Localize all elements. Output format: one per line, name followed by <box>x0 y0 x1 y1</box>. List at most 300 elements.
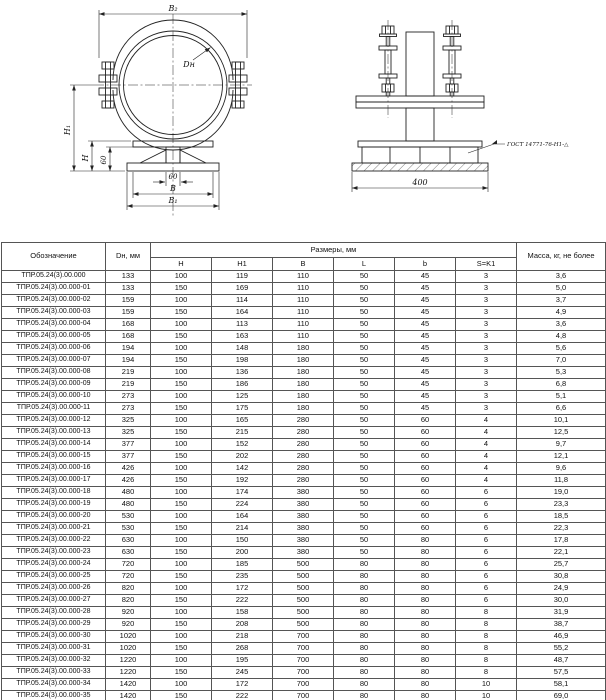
cell-designation: ТПР.05.24(3).00.000-11 <box>2 403 106 415</box>
cell-value: 100 <box>151 439 212 451</box>
cell-value: 180 <box>273 343 334 355</box>
cell-value: 1020 <box>106 631 151 643</box>
cell-value: 163 <box>212 331 273 343</box>
cell-value: 198 <box>212 355 273 367</box>
cell-value: 185 <box>212 559 273 571</box>
cell-value: 164 <box>212 307 273 319</box>
cell-value: 6 <box>456 559 517 571</box>
cell-value: 50 <box>334 463 395 475</box>
cell-value: 6 <box>456 547 517 559</box>
cell-value: 6 <box>456 583 517 595</box>
cell-value: 720 <box>106 559 151 571</box>
cell-value: 50 <box>334 547 395 559</box>
cell-value: 100 <box>151 631 212 643</box>
cell-value: 19,0 <box>517 487 606 499</box>
cell-value: 500 <box>273 607 334 619</box>
table-row <box>2 499 606 511</box>
cell-designation: ТПР.05.24(3).00.000-03 <box>2 307 106 319</box>
spec-table <box>1 242 606 700</box>
table-row <box>2 619 606 631</box>
label-400: 400 <box>412 178 428 187</box>
cell-value: 50 <box>334 379 395 391</box>
cell-value: 133 <box>106 283 151 295</box>
label-h: H <box>81 154 90 162</box>
cell-value: 50 <box>334 439 395 451</box>
cell-value: 80 <box>395 631 456 643</box>
stand-side <box>352 141 488 171</box>
cell-value: 150 <box>151 691 212 700</box>
cell-value: 80 <box>395 643 456 655</box>
table-row <box>2 307 606 319</box>
cell-value: 58,1 <box>517 679 606 691</box>
cell-value: 480 <box>106 487 151 499</box>
cell-value: 530 <box>106 511 151 523</box>
front-view <box>70 10 252 218</box>
cell-value: 17,8 <box>517 535 606 547</box>
cell-value: 22,3 <box>517 523 606 535</box>
cell-value: 500 <box>273 559 334 571</box>
cell-value: 630 <box>106 535 151 547</box>
cell-designation: ТПР.05.24(3).00.000-07 <box>2 355 106 367</box>
table-row <box>2 523 606 535</box>
cell-value: 174 <box>212 487 273 499</box>
cell-designation: ТПР.05.24(3).00.000-20 <box>2 511 106 523</box>
table-row <box>2 691 606 700</box>
label-60-vertical: 60 <box>100 155 108 165</box>
cell-value: 500 <box>273 595 334 607</box>
cell-designation: ТПР.05.24(3).00.000-28 <box>2 607 106 619</box>
cell-value: 50 <box>334 367 395 379</box>
cell-value: 80 <box>334 679 395 691</box>
cell-value: 119 <box>212 271 273 283</box>
cell-value: 820 <box>106 595 151 607</box>
cell-value: 50 <box>334 391 395 403</box>
cell-value: 280 <box>273 439 334 451</box>
cell-value: 100 <box>151 679 212 691</box>
cell-value: 3 <box>456 331 517 343</box>
clamp-strap-side <box>406 32 434 141</box>
cell-value: 148 <box>212 343 273 355</box>
cell-value: 110 <box>273 331 334 343</box>
cell-value: 25,7 <box>517 559 606 571</box>
cell-value: 219 <box>106 379 151 391</box>
table-row <box>2 583 606 595</box>
cell-value: 700 <box>273 667 334 679</box>
cell-value: 110 <box>273 271 334 283</box>
cell-value: 50 <box>334 403 395 415</box>
cell-value: 50 <box>334 295 395 307</box>
cell-value: 23,3 <box>517 499 606 511</box>
cell-value: 4 <box>456 463 517 475</box>
cell-value: 202 <box>212 451 273 463</box>
cell-value: 10 <box>456 679 517 691</box>
cell-value: 50 <box>334 331 395 343</box>
cell-designation: ТПР.05.24(3).00.000-18 <box>2 487 106 499</box>
cell-value: 80 <box>395 607 456 619</box>
cell-value: 9,7 <box>517 439 606 451</box>
cell-value: 100 <box>151 271 212 283</box>
cell-value: 3 <box>456 319 517 331</box>
cell-value: 55,2 <box>517 643 606 655</box>
cell-value: 150 <box>151 643 212 655</box>
label-dn: Dн <box>183 60 195 69</box>
cell-value: 3 <box>456 355 517 367</box>
cell-value: 60 <box>395 499 456 511</box>
cell-value: 3 <box>456 295 517 307</box>
table-row <box>2 607 606 619</box>
cell-value: 3 <box>456 283 517 295</box>
table-row <box>2 283 606 295</box>
cell-value: 164 <box>212 511 273 523</box>
cell-value: 80 <box>334 667 395 679</box>
cell-value: 150 <box>151 595 212 607</box>
cell-designation: ТПР.05.24(3).00.000-34 <box>2 679 106 691</box>
cell-designation: ТПР.05.24(3).00.000-24 <box>2 559 106 571</box>
cell-value: 8 <box>456 631 517 643</box>
cell-value: 80 <box>395 571 456 583</box>
cell-value: 9,6 <box>517 463 606 475</box>
cell-value: 100 <box>151 607 212 619</box>
cell-value: 180 <box>273 355 334 367</box>
cell-value: 12,5 <box>517 427 606 439</box>
header-size-b: B <box>273 258 334 271</box>
cell-value: 4 <box>456 475 517 487</box>
spec-table-header <box>2 243 606 271</box>
cell-value: 215 <box>212 427 273 439</box>
cell-value: 100 <box>151 343 212 355</box>
cell-value: 50 <box>334 355 395 367</box>
cell-value: 100 <box>151 295 212 307</box>
cell-value: 194 <box>106 343 151 355</box>
cell-designation: ТПР.05.24(3).00.000-16 <box>2 463 106 475</box>
cell-value: 920 <box>106 619 151 631</box>
cell-value: 245 <box>212 667 273 679</box>
cell-value: 194 <box>106 355 151 367</box>
table-row <box>2 295 606 307</box>
cell-value: 3,7 <box>517 295 606 307</box>
cell-value: 80 <box>395 595 456 607</box>
cell-value: 6 <box>456 595 517 607</box>
cell-value: 1020 <box>106 643 151 655</box>
table-row <box>2 595 606 607</box>
cell-value: 50 <box>334 415 395 427</box>
cell-value: 50 <box>334 427 395 439</box>
cell-value: 100 <box>151 511 212 523</box>
header-size-h: H <box>151 258 212 271</box>
table-row <box>2 487 606 499</box>
cell-value: 80 <box>334 559 395 571</box>
cell-value: 150 <box>151 331 212 343</box>
table-row <box>2 559 606 571</box>
cell-value: 6,6 <box>517 403 606 415</box>
cell-designation: ТПР.05.24(3).00.000-15 <box>2 451 106 463</box>
cell-designation: ТПР.05.24(3).00.000-32 <box>2 655 106 667</box>
cell-value: 3 <box>456 403 517 415</box>
cell-value: 150 <box>151 451 212 463</box>
cell-value: 169 <box>212 283 273 295</box>
cell-value: 110 <box>273 295 334 307</box>
cell-value: 150 <box>151 499 212 511</box>
cell-value: 80 <box>395 583 456 595</box>
side-view <box>352 20 505 192</box>
cell-value: 6 <box>456 535 517 547</box>
cell-value: 80 <box>395 667 456 679</box>
table-row <box>2 547 606 559</box>
header-size-h1: H1 <box>212 258 273 271</box>
cell-value: 45 <box>395 343 456 355</box>
cell-value: 3,6 <box>517 271 606 283</box>
cell-designation: ТПР.05.24(3).00.000-09 <box>2 379 106 391</box>
cell-value: 3 <box>456 343 517 355</box>
header-size-s: S=K1 <box>456 258 517 271</box>
cell-value: 80 <box>334 571 395 583</box>
cell-value: 325 <box>106 427 151 439</box>
cell-value: 5,3 <box>517 367 606 379</box>
cell-value: 45 <box>395 271 456 283</box>
cell-value: 1420 <box>106 691 151 700</box>
cell-value: 165 <box>212 415 273 427</box>
cell-value: 159 <box>106 295 151 307</box>
cell-value: 280 <box>273 451 334 463</box>
cell-designation: ТПР.05.24(3).00.000-10 <box>2 391 106 403</box>
cell-designation: ТПР.05.24(3).00.000-02 <box>2 295 106 307</box>
header-size-b2: b <box>395 258 456 271</box>
cell-value: 380 <box>273 547 334 559</box>
cell-value: 3,6 <box>517 319 606 331</box>
cell-value: 280 <box>273 463 334 475</box>
cell-value: 10,1 <box>517 415 606 427</box>
cell-value: 280 <box>273 427 334 439</box>
cell-value: 80 <box>395 619 456 631</box>
cell-value: 114 <box>212 295 273 307</box>
cell-value: 186 <box>212 379 273 391</box>
cell-value: 110 <box>273 283 334 295</box>
cell-value: 30,0 <box>517 595 606 607</box>
dim-h <box>88 141 131 171</box>
cell-designation: ТПР.05.24(3).00.000-31 <box>2 643 106 655</box>
cell-value: 24,9 <box>517 583 606 595</box>
cell-value: 100 <box>151 367 212 379</box>
cell-designation: ТПР.05.24(3).00.000-13 <box>2 427 106 439</box>
cell-value: 150 <box>151 667 212 679</box>
cell-value: 60 <box>395 439 456 451</box>
cell-value: 80 <box>334 631 395 643</box>
cell-value: 100 <box>151 535 212 547</box>
cell-value: 100 <box>151 463 212 475</box>
spring-bolt-right <box>443 20 461 118</box>
cell-value: 175 <box>212 403 273 415</box>
table-row <box>2 463 606 475</box>
cell-value: 200 <box>212 547 273 559</box>
table-row <box>2 319 606 331</box>
cell-value: 80 <box>334 607 395 619</box>
cell-value: 150 <box>151 283 212 295</box>
cell-value: 150 <box>151 355 212 367</box>
cell-value: 60 <box>395 511 456 523</box>
table-row <box>2 667 606 679</box>
cell-value: 224 <box>212 499 273 511</box>
cell-value: 180 <box>273 379 334 391</box>
cell-value: 150 <box>151 427 212 439</box>
header-designation: Обозначение <box>2 243 106 271</box>
cell-value: 50 <box>334 475 395 487</box>
label-b: B <box>170 184 176 193</box>
cell-value: 57,5 <box>517 667 606 679</box>
cell-designation: ТПР.05.24(3).00.000-30 <box>2 631 106 643</box>
cell-designation: ТПР.05.24(3).00.000-22 <box>2 535 106 547</box>
cell-designation: ТПР.05.24(3).00.000-01 <box>2 283 106 295</box>
cell-designation: ТПР.05.24(3).00.000-04 <box>2 319 106 331</box>
cell-value: 80 <box>395 559 456 571</box>
cell-designation: ТПР.05.24(3).00.000-35 <box>2 691 106 700</box>
cell-value: 222 <box>212 595 273 607</box>
cell-value: 150 <box>151 619 212 631</box>
cell-value: 4 <box>456 439 517 451</box>
cell-value: 80 <box>395 547 456 559</box>
cell-value: 820 <box>106 583 151 595</box>
cell-value: 18,5 <box>517 511 606 523</box>
cell-value: 60 <box>395 523 456 535</box>
flange-band-side <box>356 96 484 108</box>
header-dn: Dн, мм <box>106 243 151 271</box>
table-row <box>2 343 606 355</box>
cell-value: 325 <box>106 415 151 427</box>
cell-value: 222 <box>212 691 273 700</box>
cell-designation: ТПР.05.24(3).00.000-26 <box>2 583 106 595</box>
cell-value: 700 <box>273 691 334 700</box>
table-row <box>2 535 606 547</box>
cell-value: 6 <box>456 511 517 523</box>
cell-value: 50 <box>334 451 395 463</box>
cell-value: 45 <box>395 379 456 391</box>
cell-value: 11,8 <box>517 475 606 487</box>
cell-value: 3 <box>456 271 517 283</box>
cell-value: 50 <box>334 307 395 319</box>
cell-value: 480 <box>106 499 151 511</box>
cell-value: 22,1 <box>517 547 606 559</box>
cell-value: 180 <box>273 367 334 379</box>
cell-value: 100 <box>151 487 212 499</box>
cell-value: 133 <box>106 271 151 283</box>
cell-value: 50 <box>334 271 395 283</box>
cell-value: 50 <box>334 523 395 535</box>
cell-designation: ТПР.05.24(3).00.000-14 <box>2 439 106 451</box>
cell-value: 150 <box>151 547 212 559</box>
header-size-l: L <box>334 258 395 271</box>
cell-value: 45 <box>395 319 456 331</box>
cell-value: 380 <box>273 535 334 547</box>
cell-value: 4 <box>456 427 517 439</box>
cell-value: 60 <box>395 415 456 427</box>
cell-value: 50 <box>334 343 395 355</box>
table-row <box>2 475 606 487</box>
weld-leader <box>468 140 505 153</box>
cell-value: 30,8 <box>517 571 606 583</box>
cell-value: 180 <box>273 391 334 403</box>
table-row <box>2 271 606 283</box>
cell-value: 150 <box>151 307 212 319</box>
table-row <box>2 331 606 343</box>
cell-value: 280 <box>273 475 334 487</box>
cell-value: 218 <box>212 631 273 643</box>
cell-value: 50 <box>334 511 395 523</box>
cell-value: 700 <box>273 631 334 643</box>
cell-value: 4 <box>456 415 517 427</box>
cell-designation: ТПР.05.24(3).00.000-27 <box>2 595 106 607</box>
cell-designation: ТПР.05.24(3).00.000-17 <box>2 475 106 487</box>
cell-value: 168 <box>106 319 151 331</box>
cell-value: 168 <box>106 331 151 343</box>
cell-designation: ТПР.05.24(3).00.000-25 <box>2 571 106 583</box>
cell-value: 3 <box>456 391 517 403</box>
cell-value: 8 <box>456 655 517 667</box>
cell-value: 172 <box>212 583 273 595</box>
cell-value: 150 <box>151 403 212 415</box>
cell-value: 380 <box>273 511 334 523</box>
cell-value: 219 <box>106 367 151 379</box>
cell-value: 5,0 <box>517 283 606 295</box>
cell-value: 3 <box>456 307 517 319</box>
cell-value: 377 <box>106 439 151 451</box>
label-60-bottom: 60 <box>168 173 178 181</box>
cell-value: 31,9 <box>517 607 606 619</box>
cell-value: 45 <box>395 367 456 379</box>
technical-drawing <box>0 0 606 242</box>
cell-value: 280 <box>273 415 334 427</box>
label-b1: B₁ <box>168 196 178 205</box>
cell-value: 700 <box>273 643 334 655</box>
cell-value: 426 <box>106 475 151 487</box>
cell-value: 3 <box>456 379 517 391</box>
cell-value: 100 <box>151 415 212 427</box>
cell-value: 10 <box>456 691 517 700</box>
cell-value: 5,6 <box>517 343 606 355</box>
cell-value: 377 <box>106 451 151 463</box>
cell-designation: ТПР.05.24(3).00.000-29 <box>2 619 106 631</box>
cell-value: 50 <box>334 487 395 499</box>
cell-designation: ТПР.05.24(3).00.000-19 <box>2 499 106 511</box>
cell-value: 50 <box>334 319 395 331</box>
cell-value: 113 <box>212 319 273 331</box>
cell-value: 214 <box>212 523 273 535</box>
cell-value: 380 <box>273 499 334 511</box>
cell-value: 80 <box>334 655 395 667</box>
cell-designation: ТПР.05.24(3).00.000-06 <box>2 343 106 355</box>
table-row <box>2 367 606 379</box>
cell-value: 60 <box>395 451 456 463</box>
cell-value: 6,8 <box>517 379 606 391</box>
cell-value: 720 <box>106 571 151 583</box>
cell-value: 80 <box>334 583 395 595</box>
spec-table-body <box>2 271 606 700</box>
cell-value: 195 <box>212 655 273 667</box>
cell-value: 142 <box>212 463 273 475</box>
cell-value: 50 <box>334 499 395 511</box>
cell-value: 100 <box>151 583 212 595</box>
cell-value: 700 <box>273 679 334 691</box>
cell-value: 150 <box>151 571 212 583</box>
cell-value: 4 <box>456 451 517 463</box>
cell-value: 100 <box>151 655 212 667</box>
cell-value: 110 <box>273 307 334 319</box>
cell-value: 38,7 <box>517 619 606 631</box>
cell-value: 100 <box>151 391 212 403</box>
cell-value: 80 <box>395 535 456 547</box>
cell-designation: ТПР.05.24(3).00.000-23 <box>2 547 106 559</box>
pipe-support-drawing <box>0 0 606 242</box>
cell-value: 6 <box>456 487 517 499</box>
header-sizes: Размеры, мм <box>151 243 517 258</box>
